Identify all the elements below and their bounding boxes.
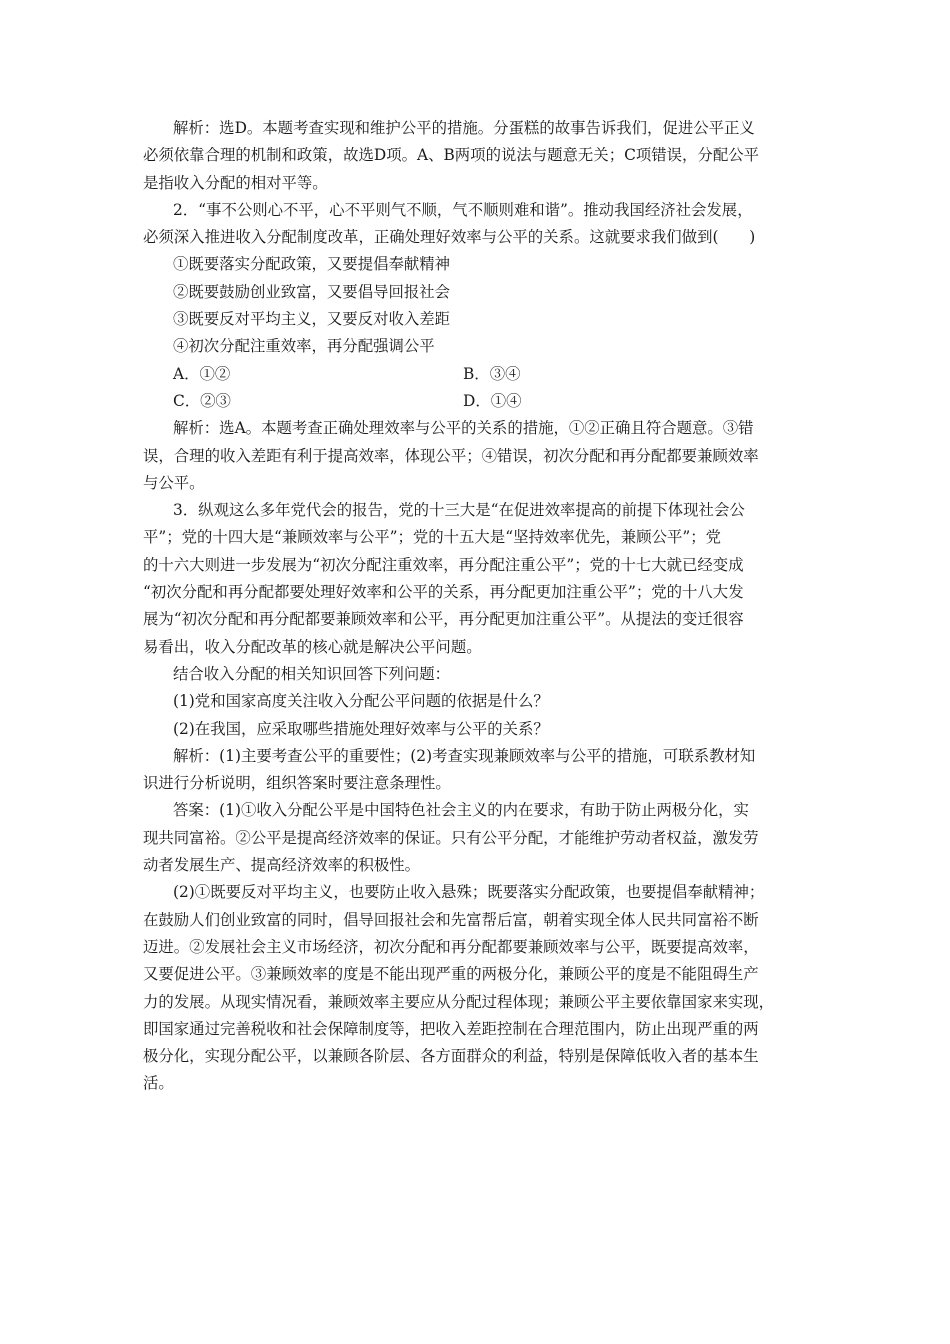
text-line: 解析：选D。本题考查实现和维护公平的措施。分蛋糕的故事告诉我们，促进公平正义 [173,119,755,137]
text-line: 结合收入分配的相关知识回答下列问题： [173,664,451,683]
text-line: 是指收入分配的相对平等。 [143,173,328,192]
text-line: 平”；党的十四大是“兼顾效率与公平”；党的十五大是“坚持效率优先，兼顾公平”；党 [143,528,722,547]
text-line: ④初次分配注重效率，再分配强调公平 [173,337,435,356]
text-line: (1)党和国家高度关注收入分配公平问题的依据是什么？ [173,692,549,711]
text-line: 解析：选A。本题考查正确处理效率与公平的关系的措施，①②正确且符合题意。③错 [173,419,754,438]
text-line: 在鼓励人们创业致富的同时，倡导回报社会和先富帮后富，朝着实现全体人民共同富裕不断 [143,910,759,929]
text-line: 活。 [143,1074,174,1093]
text-line: 即国家通过完善税收和社会保障制度等，把收入差距控制在合理范围内，防止出现严重的两 [143,1019,759,1038]
text-line: 动者发展生产、提高经济效率的积极性。 [143,856,421,875]
option-row [143,361,823,388]
text-line: 必须深入推进收入分配制度改革，正确处理好效率与公平的关系。这就要求我们做到( ) [143,228,756,247]
text-line: (2)①既要反对平均主义，也要防止收入悬殊；既要落实分配政策，也要提倡奉献精神； [173,883,765,902]
option-left: A．①② [173,364,231,383]
text-line: 必须依靠合理的机制和政策，故选D项。A、B两项的说法与题意无关；C项错误，分配公平 [143,146,759,165]
option-left: C．②③ [173,391,231,410]
text-line: 2．“事不公则心不平，心不平则气不顺，气不顺则难和谐”。推动我国经济社会发展， [173,200,753,219]
text-line: 答案：(1)①收入分配公平是中国特色社会主义的内在要求，有助于防止两极分化，实 [173,801,749,820]
text-line: 展为“初次分配和再分配都要兼顾效率和公平，再分配更加注重公平”。从提法的变迁很容 [143,610,744,629]
text-line: (2)在我国，应采取哪些措施处理好效率与公平的关系？ [173,719,549,738]
text-line: “初次分配和再分配都要处理好效率和公平的关系，再分配更加注重公平”；党的十八大发 [143,583,744,602]
text-line: ①既要落实分配政策，又要提倡奉献精神 [173,255,451,274]
text-line: 极分化，实现分配公平，以兼顾各阶层、各方面群众的利益，特别是保障低收入者的基本生 [143,1047,759,1066]
option-right: B．③④ [463,364,521,383]
text-line: 现共同富裕。②公平是提高经济效率的保证。只有公平分配，才能维护劳动者权益，激发劳 [143,828,759,847]
text-line: 3．纵观这么多年党代会的报告，党的十三大是“在促进效率提高的前提下体现社会公 [173,501,745,520]
text-line: 迈进。②发展社会主义市场经济，初次分配和再分配都要兼顾效率与公平，既要提高效率， [143,937,759,956]
text-line: 与公平。 [143,473,205,492]
text-line: 误，合理的收入差距有利于提高效率，体现公平；④错误，初次分配和再分配都要兼顾效率 [143,446,759,465]
option-right: D．①④ [463,391,522,410]
document-page [143,115,823,1098]
answer-options [143,361,823,416]
text-line: 解析：(1)主要考查公平的重要性；(2)考查实现兼顾效率与公平的措施，可联系教材知 [173,746,756,765]
text-line: 力的发展。从现实情况看，兼顾效率主要应从分配过程体现；兼顾公平主要依靠国家来实现， [143,992,775,1011]
text-line: 又要促进公平。③兼顾效率的度是不能出现严重的两极分化，兼顾公平的度是不能阻碍生产 [143,965,759,984]
text-line: ③既要反对平均主义，又要反对收入差距 [173,310,451,329]
option-row [143,388,823,415]
text-line: 识进行分析说明，组织答案时要注意条理性。 [143,774,451,793]
text-line: 易看出，收入分配改革的核心就是解决公平问题。 [143,637,482,656]
question-2-block [143,115,823,361]
text-line: ②既要鼓励创业致富，又要倡导回报社会 [173,282,451,301]
question-3-block [143,415,823,1097]
text-line: 的十六大则进一步发展为“初次分配注重效率，再分配注重公平”；党的十七大就已经变成 [143,555,744,574]
